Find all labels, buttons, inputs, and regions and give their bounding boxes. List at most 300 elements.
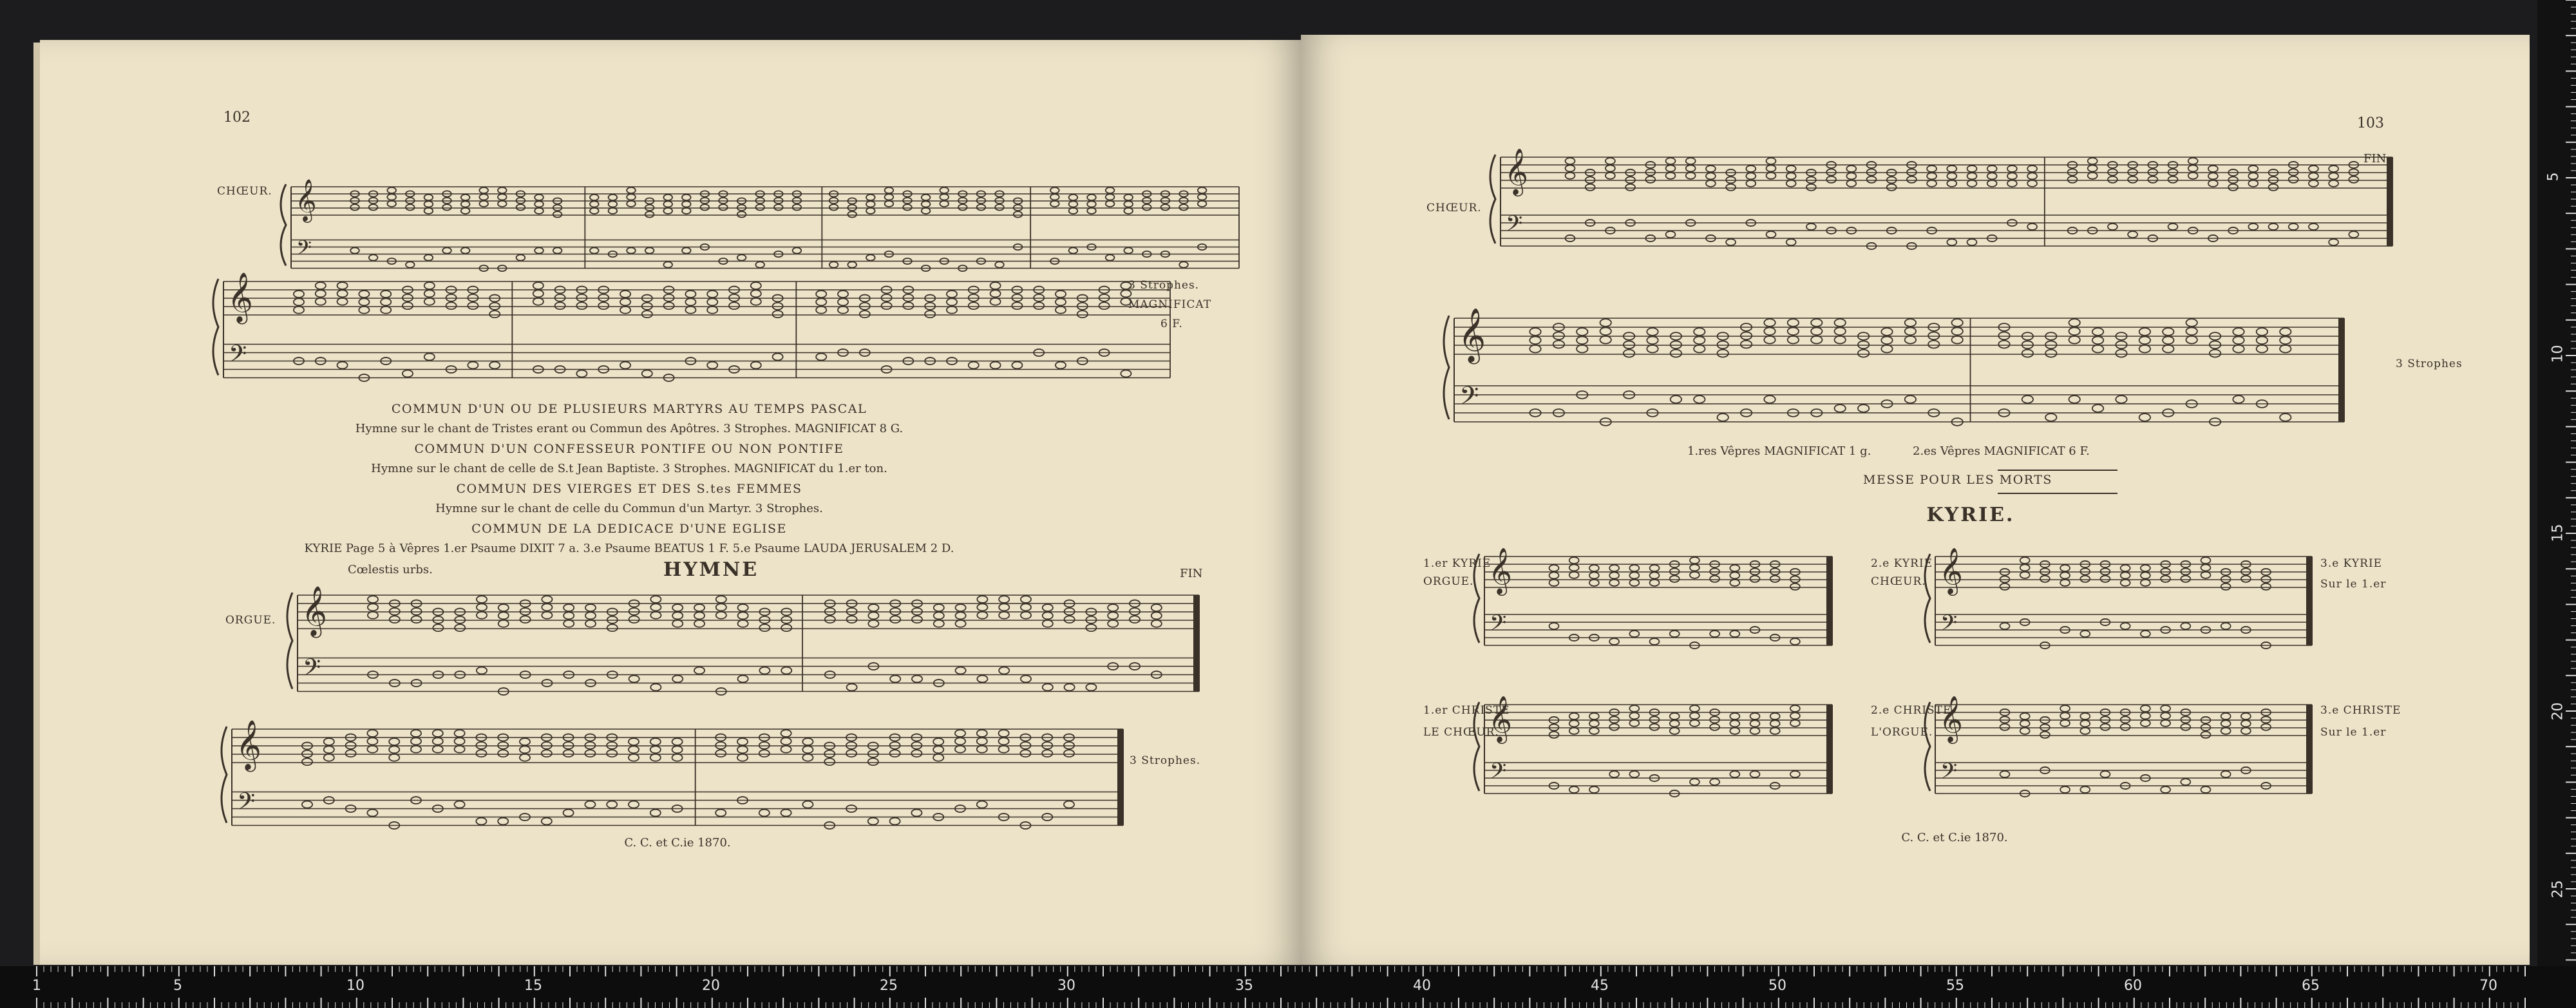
note-head bbox=[2186, 327, 2197, 335]
note-head bbox=[773, 354, 783, 361]
note-head bbox=[2080, 631, 2090, 637]
note-head bbox=[479, 201, 488, 207]
note-head bbox=[977, 801, 987, 808]
note-head bbox=[868, 818, 878, 825]
note-head bbox=[1770, 713, 1780, 719]
note-head bbox=[1710, 576, 1719, 582]
kyrie-label: 3.e KYRIE bbox=[2320, 557, 2383, 570]
note-head bbox=[2280, 345, 2291, 353]
kyrie-label: ORGUE. bbox=[1423, 575, 1474, 588]
note-head bbox=[773, 310, 783, 318]
note-head bbox=[990, 282, 1001, 289]
bass-clef: 𝄢 bbox=[1490, 758, 1507, 790]
note-head bbox=[958, 204, 967, 210]
christe-label: LE CHŒUR. bbox=[1423, 726, 1499, 739]
note-head bbox=[774, 204, 783, 210]
note-head bbox=[977, 596, 987, 603]
note-head bbox=[1647, 345, 1658, 353]
note-head bbox=[2088, 158, 2098, 164]
note-head bbox=[2080, 720, 2090, 727]
note-head bbox=[1666, 158, 1676, 164]
note-head bbox=[848, 211, 857, 217]
christe-label: 2.e CHRISTE bbox=[1871, 704, 1952, 717]
note-head bbox=[461, 201, 470, 207]
note-head bbox=[1730, 728, 1739, 734]
note-head bbox=[1021, 612, 1031, 619]
note-head bbox=[2141, 631, 2150, 637]
note-head bbox=[1835, 319, 1846, 327]
note-head bbox=[476, 818, 486, 825]
note-head bbox=[990, 362, 1001, 369]
note-head bbox=[825, 616, 835, 623]
note-head bbox=[324, 746, 334, 753]
final-barline bbox=[1826, 705, 1832, 794]
note-head bbox=[2045, 350, 2056, 357]
note-head bbox=[498, 187, 507, 193]
note-head bbox=[1589, 572, 1599, 578]
note-head bbox=[715, 750, 726, 757]
treble-clef: 𝄞 bbox=[1488, 547, 1512, 594]
note-head bbox=[627, 194, 636, 200]
brace bbox=[281, 184, 286, 266]
note-head bbox=[1690, 779, 1700, 785]
page-number: 102 bbox=[223, 109, 251, 126]
note-head bbox=[1549, 732, 1559, 738]
note-head bbox=[759, 810, 770, 817]
note-head bbox=[1130, 616, 1140, 623]
note-head bbox=[1056, 298, 1066, 305]
magnificat-note: MAGNIFICAT bbox=[1128, 298, 1212, 311]
note-head bbox=[707, 298, 717, 305]
system-label: ORGUE. bbox=[225, 614, 276, 627]
note-head bbox=[1671, 395, 1681, 403]
note-head bbox=[1043, 604, 1053, 611]
note-head bbox=[1549, 623, 1559, 629]
note-head bbox=[1947, 239, 1956, 245]
note-head bbox=[1770, 720, 1780, 727]
note-head bbox=[940, 201, 949, 207]
note-head bbox=[1087, 208, 1096, 214]
note-head bbox=[1629, 580, 1639, 586]
note-head bbox=[2060, 720, 2070, 727]
note-head bbox=[995, 204, 1004, 210]
note-head bbox=[629, 616, 639, 623]
note-head bbox=[1124, 247, 1133, 253]
note-head bbox=[1650, 580, 1660, 586]
note-head bbox=[1142, 204, 1151, 210]
note-head bbox=[2040, 576, 2050, 582]
note-head bbox=[2141, 572, 2150, 578]
final-barline bbox=[1826, 556, 1832, 645]
note-head bbox=[1549, 580, 1559, 586]
treble-clef: 𝄞 bbox=[236, 718, 261, 770]
note-head bbox=[367, 746, 377, 753]
note-head bbox=[1788, 327, 1799, 335]
vertical-ruler bbox=[2537, 0, 2576, 966]
note-head bbox=[1788, 336, 1799, 344]
note-head bbox=[2181, 779, 2190, 785]
note-head bbox=[516, 204, 526, 210]
note-head bbox=[2248, 173, 2258, 179]
note-head bbox=[1726, 239, 1736, 245]
note-head bbox=[2022, 350, 2033, 357]
note-head bbox=[885, 194, 894, 200]
note-head bbox=[955, 730, 965, 737]
note-head bbox=[2068, 176, 2078, 183]
note-head bbox=[627, 201, 636, 207]
note-head bbox=[1566, 158, 1575, 164]
note-head bbox=[2163, 336, 2174, 344]
note-head bbox=[868, 758, 878, 765]
note-head bbox=[2101, 771, 2110, 777]
note-head bbox=[620, 307, 630, 314]
note-head bbox=[999, 604, 1009, 611]
ruler-label: 10 bbox=[346, 978, 365, 994]
note-head bbox=[1050, 187, 1059, 193]
brace bbox=[1444, 316, 1449, 419]
ruler-ticks bbox=[0, 966, 2576, 1008]
note-head bbox=[1064, 801, 1074, 808]
note-head bbox=[903, 302, 913, 309]
note-head bbox=[1690, 720, 1700, 727]
note-head bbox=[1087, 201, 1096, 207]
ruler-label: 15 bbox=[2550, 524, 2566, 542]
note-head bbox=[933, 754, 943, 761]
note-head bbox=[1967, 173, 1977, 179]
note-head bbox=[535, 201, 544, 207]
note-head bbox=[1706, 180, 1716, 187]
note-head bbox=[2201, 564, 2211, 571]
note-head bbox=[337, 290, 348, 297]
note-head bbox=[1069, 201, 1078, 207]
note-head bbox=[2221, 720, 2231, 727]
note-head bbox=[969, 362, 979, 369]
note-head bbox=[759, 624, 770, 631]
note-head bbox=[1710, 724, 1719, 730]
note-head bbox=[2269, 184, 2278, 191]
note-head bbox=[2020, 728, 2030, 734]
note-head bbox=[2141, 705, 2150, 712]
fin-mark: FIN bbox=[1180, 567, 1203, 580]
note-head bbox=[2233, 328, 2244, 336]
note-head bbox=[1905, 395, 1916, 403]
note-head bbox=[442, 204, 451, 210]
section-heading: COMMUN D'UN CONFESSEUR PONTIFE OU NON PONTIFE bbox=[414, 442, 844, 456]
note-head bbox=[1952, 319, 1963, 327]
note-head bbox=[1746, 166, 1756, 172]
note-head bbox=[2128, 176, 2137, 183]
note-head bbox=[2080, 786, 2090, 793]
note-head bbox=[2208, 173, 2218, 179]
note-head bbox=[590, 208, 599, 214]
note-head bbox=[1730, 713, 1739, 719]
note-head bbox=[682, 195, 691, 200]
note-head bbox=[424, 195, 433, 200]
note-head bbox=[2201, 557, 2211, 564]
note-head bbox=[629, 746, 639, 753]
note-head bbox=[737, 754, 748, 761]
note-head bbox=[737, 254, 746, 260]
note-head bbox=[694, 604, 705, 611]
note-head bbox=[2060, 705, 2070, 712]
note-head bbox=[2208, 166, 2218, 172]
note-head bbox=[707, 307, 717, 314]
note-head bbox=[1106, 254, 1115, 260]
note-head bbox=[1746, 180, 1756, 187]
note-head bbox=[1670, 720, 1680, 727]
note-head bbox=[642, 370, 652, 377]
note-head bbox=[2092, 336, 2103, 344]
note-head bbox=[1690, 564, 1700, 571]
note-head bbox=[368, 612, 378, 619]
note-head bbox=[1670, 713, 1680, 719]
note-head bbox=[1629, 705, 1639, 712]
note-head bbox=[977, 204, 986, 210]
note-head bbox=[682, 201, 691, 207]
note-head bbox=[1650, 724, 1660, 730]
note-head bbox=[866, 201, 875, 207]
treble-clef: 𝄞 bbox=[1488, 695, 1512, 743]
note-head bbox=[1629, 720, 1639, 727]
note-head bbox=[663, 201, 672, 207]
note-head bbox=[2269, 223, 2278, 230]
kyrie-label: Sur le 1.er bbox=[2320, 578, 2387, 591]
note-head bbox=[1549, 572, 1559, 578]
note-head bbox=[2210, 350, 2221, 357]
note-head bbox=[479, 187, 488, 193]
note-head bbox=[1806, 223, 1816, 230]
note-head bbox=[381, 290, 391, 298]
note-head bbox=[2248, 223, 2258, 230]
note-head bbox=[2329, 239, 2338, 245]
note-head bbox=[2168, 176, 2178, 183]
note-head bbox=[1670, 728, 1680, 734]
christe-label: 3.e CHRISTE bbox=[2320, 704, 2401, 717]
vespers-note: 2.es Vêpres MAGNIFICAT 6 F. bbox=[1913, 444, 2090, 458]
note-head bbox=[411, 737, 421, 745]
note-head bbox=[1589, 728, 1599, 734]
bass-clef: 𝄢 bbox=[229, 340, 247, 374]
note-head bbox=[2280, 336, 2291, 344]
ruler-label: 70 bbox=[2479, 978, 2497, 994]
ruler-label: 5 bbox=[2545, 172, 2562, 182]
note-head bbox=[1647, 336, 1658, 344]
note-head bbox=[1835, 327, 1846, 335]
kyrie-label: 1.er KYRIE bbox=[1423, 557, 1492, 570]
note-head bbox=[1811, 336, 1822, 344]
note-head bbox=[1121, 370, 1131, 377]
note-head bbox=[1650, 572, 1660, 578]
note-head bbox=[476, 750, 486, 757]
note-head bbox=[607, 750, 617, 757]
section-heading: COMMUN DES VIERGES ET DES S.tes FEMMES bbox=[456, 482, 802, 496]
note-head bbox=[829, 204, 838, 210]
note-head bbox=[1198, 201, 1207, 207]
note-head bbox=[650, 810, 661, 817]
note-head bbox=[1750, 720, 1760, 727]
note-head bbox=[802, 738, 813, 745]
note-head bbox=[682, 247, 691, 253]
note-head bbox=[479, 194, 488, 200]
note-head bbox=[1530, 336, 1540, 344]
note-head bbox=[1650, 638, 1660, 645]
note-head bbox=[2007, 180, 2017, 187]
note-head bbox=[542, 612, 552, 619]
note-head bbox=[1927, 180, 1937, 187]
note-head bbox=[1012, 362, 1022, 369]
note-head bbox=[838, 290, 848, 298]
note-head bbox=[672, 620, 683, 627]
note-head bbox=[866, 195, 875, 200]
note-head bbox=[2060, 580, 2070, 586]
note-head bbox=[2000, 771, 2010, 777]
note-head bbox=[682, 208, 691, 214]
note-head bbox=[947, 307, 957, 314]
note-head bbox=[1867, 176, 1877, 183]
note-head bbox=[406, 204, 415, 210]
note-head bbox=[1069, 208, 1078, 214]
ruler-label: 55 bbox=[1946, 978, 1964, 994]
note-head bbox=[585, 801, 595, 808]
note-head bbox=[516, 254, 526, 260]
note-head bbox=[367, 810, 377, 817]
ruler-label: 50 bbox=[1768, 978, 1786, 994]
note-head bbox=[1530, 328, 1540, 336]
note-head bbox=[1690, 712, 1700, 719]
magnificat-mode: 6 F. bbox=[1160, 318, 1183, 330]
note-head bbox=[2069, 336, 2080, 344]
note-head bbox=[1750, 713, 1760, 719]
note-head bbox=[424, 354, 435, 361]
note-head bbox=[446, 302, 457, 309]
note-head bbox=[1764, 395, 1775, 403]
note-head bbox=[2280, 414, 2291, 421]
note-head bbox=[2139, 345, 2150, 353]
note-head bbox=[816, 298, 826, 305]
note-head bbox=[1670, 576, 1680, 582]
note-head bbox=[2088, 165, 2098, 171]
note-head bbox=[1741, 341, 1752, 348]
note-head bbox=[1124, 201, 1133, 207]
note-head bbox=[337, 362, 348, 369]
note-head bbox=[2257, 345, 2268, 353]
note-head bbox=[751, 298, 761, 305]
note-head bbox=[2060, 786, 2070, 793]
note-head bbox=[999, 746, 1009, 753]
note-head bbox=[1694, 395, 1705, 403]
note-head bbox=[1106, 194, 1115, 200]
note-head bbox=[1786, 239, 1796, 245]
note-head bbox=[576, 302, 587, 309]
note-head bbox=[1124, 195, 1133, 200]
note-head bbox=[1151, 612, 1162, 619]
note-head bbox=[829, 262, 838, 267]
note-head bbox=[1566, 173, 1575, 179]
note-head bbox=[2349, 231, 2358, 238]
note-head bbox=[381, 298, 391, 305]
note-head bbox=[672, 738, 683, 745]
note-head bbox=[553, 247, 562, 253]
note-head bbox=[2141, 720, 2150, 727]
note-head bbox=[2201, 572, 2211, 578]
note-head bbox=[627, 187, 636, 193]
note-head bbox=[2163, 345, 2174, 353]
note-head bbox=[1056, 290, 1066, 298]
note-head bbox=[956, 667, 966, 674]
note-head bbox=[977, 737, 987, 745]
note-head bbox=[2007, 166, 2017, 172]
note-head bbox=[1043, 612, 1053, 619]
note-head bbox=[1065, 684, 1075, 691]
note-head bbox=[2020, 564, 2030, 571]
note-head bbox=[977, 604, 987, 611]
note-head bbox=[1043, 620, 1053, 627]
note-head bbox=[477, 667, 487, 674]
final-barline bbox=[2306, 556, 2311, 645]
note-head bbox=[2257, 336, 2268, 344]
note-head bbox=[2221, 584, 2231, 590]
mass-heading: MESSE POUR LES MORTS bbox=[1863, 473, 2052, 487]
brace bbox=[213, 279, 218, 376]
vespers-note: 1.res Vêpres MAGNIFICAT 1 g. bbox=[1687, 444, 1871, 458]
note-head bbox=[781, 624, 791, 631]
note-head bbox=[498, 604, 509, 611]
note-head bbox=[868, 620, 878, 627]
note-head bbox=[350, 204, 359, 210]
note-head bbox=[598, 302, 609, 309]
note-head bbox=[2221, 713, 2231, 719]
note-head bbox=[922, 201, 931, 207]
note-head bbox=[642, 310, 652, 318]
note-head bbox=[737, 211, 746, 217]
note-head bbox=[2139, 328, 2150, 336]
note-head bbox=[316, 290, 326, 297]
note-head bbox=[868, 604, 878, 611]
note-head bbox=[455, 730, 465, 737]
note-head bbox=[535, 195, 544, 200]
note-head bbox=[977, 676, 987, 683]
note-head bbox=[2261, 584, 2271, 590]
ruler-label: 1 bbox=[32, 978, 41, 994]
note-head bbox=[947, 290, 957, 298]
note-head bbox=[542, 596, 552, 603]
note-head bbox=[1589, 786, 1599, 793]
note-head bbox=[620, 298, 630, 305]
note-head bbox=[498, 201, 507, 207]
note-head bbox=[1609, 572, 1619, 578]
note-head bbox=[424, 298, 435, 305]
note-head bbox=[2188, 158, 2198, 164]
note-head bbox=[1690, 572, 1700, 578]
note-head bbox=[1846, 180, 1856, 187]
note-head bbox=[2161, 705, 2170, 712]
note-head bbox=[2121, 623, 2130, 629]
note-head bbox=[411, 746, 421, 753]
note-head bbox=[977, 746, 987, 753]
note-head bbox=[2241, 713, 2251, 719]
note-head bbox=[433, 624, 443, 631]
kyrie-label: CHŒUR. bbox=[1871, 575, 1926, 588]
note-head bbox=[402, 370, 413, 377]
note-head bbox=[890, 750, 900, 757]
note-head bbox=[607, 801, 617, 808]
note-head bbox=[650, 738, 661, 745]
note-head bbox=[903, 204, 912, 210]
note-head bbox=[1764, 327, 1775, 335]
note-head bbox=[2060, 565, 2070, 571]
note-head bbox=[1686, 158, 1696, 164]
note-head bbox=[2108, 223, 2117, 230]
